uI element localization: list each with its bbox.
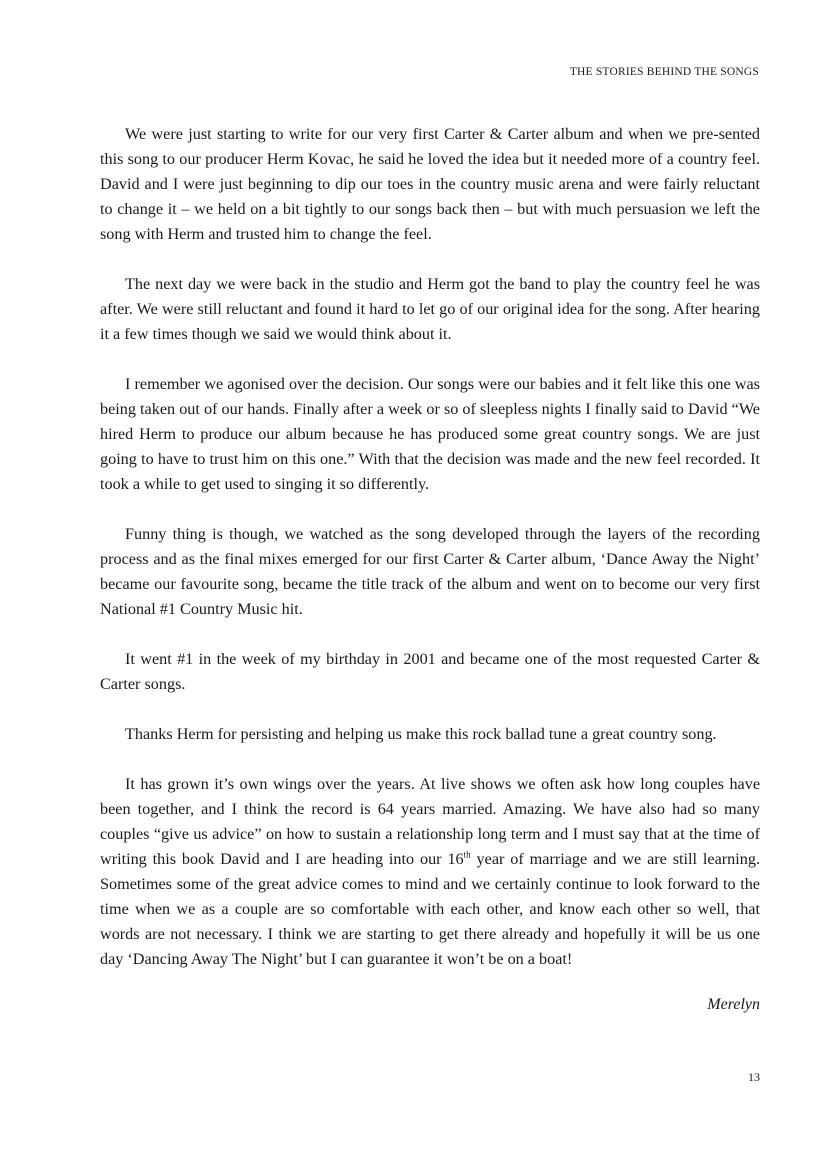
paragraph-7 bbox=[100, 772, 760, 972]
body-text bbox=[100, 122, 760, 972]
author-signature: Merelyn bbox=[707, 996, 760, 1013]
ordinal-superscript: th bbox=[463, 849, 471, 860]
paragraph-5: It went #1 in the week of my birthday in 2001 and became one of the most requested Carter & Carter songs. bbox=[100, 650, 760, 693]
paragraph-2: The next day we were back in the studio and Herm got the band to play the country feel he was after. We were still reluctant and found it hard to let go of our original idea for the song. After hearing it a few times though we said we would think about it. bbox=[100, 275, 760, 343]
page-number: 13 bbox=[748, 1070, 760, 1084]
paragraph-7-text-before: It has grown it’s own wings over the years. At live shows we often ask how long couples have been together, and I think the record is 64 years married. Amazing. We have also had so many couples “give us advice” on how to sustain a relationship long term and I must say that at the time of writing this book David and I are heading into our 16 bbox=[100, 775, 760, 868]
paragraph-3: I remember we agonised over the decision. Our songs were our babies and it felt like this one was being taken out of our hands. Finally after a week or so of sleepless nights I finally said to David “We hired Herm to produce our album because he has produced some great country songs. We are just going to have to trust him on this one.” With that the decision was made and the new feel recorded. It took a while to get used to singing it so differently. bbox=[100, 375, 760, 493]
paragraph-1: We were just starting to write for our very first Carter & Carter album and when we pre-sented this song to our producer Herm Kovac, he said he loved the idea but it needed more of a country feel. David and I were just beginning to dip our toes in the country music arena and were fairly reluctant to change it – we held on a bit tightly to our songs back then – but with much persuasion we left the song with Herm and trusted him to change the feel. bbox=[100, 125, 760, 243]
paragraph-7-text-after: year of marriage and we are still learning. Sometimes some of the great advice comes to mind and we certainly continue to look forward to the time when we as a couple are so comfortable with each other, and know each other so well, that words are not necessary. I think we are starting to get there already and hopefully it will be us one day ‘Dancing Away The Night’ but I can guarantee it won’t be on a boat! bbox=[100, 850, 760, 968]
running-head: THE STORIES BEHIND THE SONGS bbox=[569, 66, 759, 78]
paragraph-4: Funny thing is though, we watched as the song developed through the layers of the recording process and as the final mixes emerged for our first Carter & Carter album, ‘Dance Away the Night’ became our favourite song, became the title track of the album and went on to become our very first National #1 Country Music hit. bbox=[100, 525, 760, 618]
paragraph-6: Thanks Herm for persisting and helping us make this rock ballad tune a great country song. bbox=[125, 725, 717, 743]
